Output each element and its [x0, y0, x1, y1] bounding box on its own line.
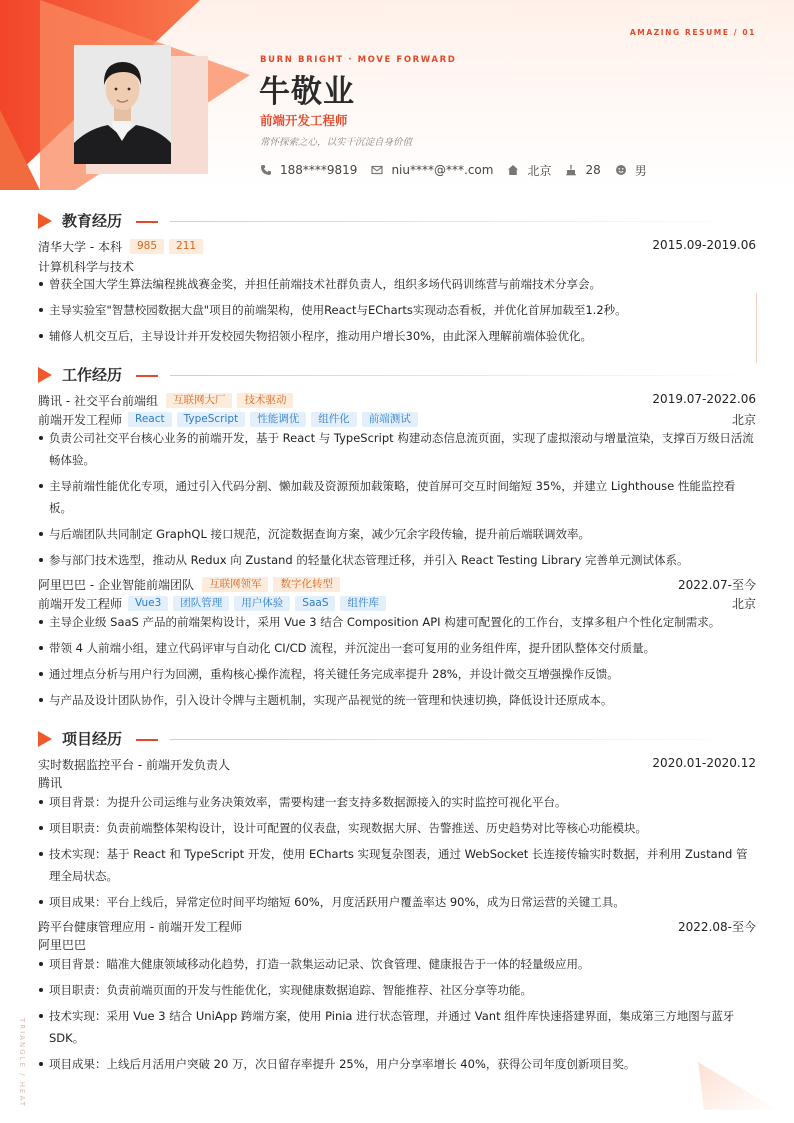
section-dash: [136, 739, 158, 741]
contact-age: [565, 163, 600, 177]
contact-email: [371, 163, 493, 177]
section-rule: [170, 375, 758, 376]
position-title: 前端开发工程师: [38, 597, 123, 611]
project-date: 2020.01-2020.12: [652, 756, 756, 770]
list-item: 项目背景：为提升公司运维与业务决策效率，需要构建一套支持多数据源接入的实时监控可视化平台。: [38, 791, 756, 813]
skill-tag: 前端测试: [362, 412, 418, 427]
contact-text: 男: [634, 163, 647, 178]
contact-text: 188****9819: [280, 163, 358, 177]
work-location: 北京: [731, 413, 756, 427]
company-tag: 互联网大厂: [166, 393, 233, 408]
list-item: 技术实现：基于 React 和 TypeScript 开发，使用 ECharts 实现复杂图表，通过 WebSocket 长连接传输实时数据，并利用 Zustand 管理全局状态。: [38, 843, 756, 887]
skill-tag: 团队管理: [173, 596, 229, 611]
section-triangle-icon: [38, 213, 52, 229]
mail-icon: [371, 164, 383, 176]
list-item: 带领 4 人前端小组，建立代码评审与自动化 CI/CD 流程，并沉淀出一套可复用的业务组件库，提升团队整体交付质量。: [38, 637, 756, 659]
work-entry-header: [38, 392, 756, 410]
list-item: 项目成果：上线后月活用户突破 20 万，次日留存率提升 25%，用户分享率增长 40%，获得公司年度创新项目奖。: [38, 1053, 756, 1075]
skill-tag: TypeScript: [177, 412, 246, 427]
contact-phone: [260, 163, 357, 177]
side-rule: [756, 293, 757, 363]
school-tag: 211: [169, 239, 203, 254]
list-item: 主导企业级 SaaS 产品的前端架构设计，采用 Vue 3 结合 Composition API 构建可配置化的工作台，支撑多租户个性化定制需求。: [38, 611, 756, 633]
section-title: 工作经历: [62, 366, 123, 384]
list-item: 主导实验室"智慧校园数据大盘"项目的前端架构，使用React与ECharts实现动态看板，并优化首屏加载至1.2秒。: [38, 299, 756, 321]
slogan: BURN BRIGHT · MOVE FORWARD: [260, 55, 457, 65]
skill-tag: React: [128, 412, 172, 427]
candidate-name: 牛敬业: [259, 74, 355, 110]
contact-text: niu****@***.com: [391, 163, 494, 177]
footer-triangle-decoration: [690, 1060, 780, 1115]
list-item: 项目职责：负责前端整体架构设计，设计可配置的仪表盘，实现数据大屏、告警推送、历史趋势对比等核心功能模块。: [38, 817, 756, 839]
project-org: 腾讯: [38, 776, 63, 790]
work-location: 北京: [731, 597, 756, 611]
list-item: 项目成果：平台上线后，异常定位时间平均缩短 60%，月度活跃用户覆盖率达 90%，成为日常运营的关键工具。: [38, 891, 756, 913]
education-date: 2015.09-2019.06: [652, 238, 756, 252]
section-rule: [170, 739, 758, 740]
list-item: 项目职责：负责前端页面的开发与性能优化，实现健康数据追踪、智能推荐、社区分享等功能。: [38, 979, 756, 1001]
section-dash: [136, 375, 158, 377]
project-name: 实时数据监控平台 - 前端开发负责人: [38, 758, 230, 772]
candidate-role: 前端开发工程师: [260, 113, 348, 128]
skill-tag: 性能调优: [250, 412, 306, 427]
contact-gender: [615, 162, 647, 179]
smile-icon: [615, 164, 627, 176]
project-entry-header: [38, 756, 756, 774]
work-section-header: [38, 365, 758, 385]
profile-photo: [74, 45, 171, 164]
company-tag: 技术驱动: [237, 393, 293, 408]
projects-section-header: [38, 729, 758, 749]
home-icon: [507, 164, 519, 176]
company-tag: 数字化转型: [273, 577, 340, 592]
work-date: 2022.07-至今: [678, 578, 756, 592]
skill-tag: 组件库: [340, 596, 386, 611]
cake-icon: [565, 164, 577, 176]
position-title: 前端开发工程师: [38, 413, 123, 427]
section-triangle-icon: [38, 367, 52, 383]
phone-icon: [260, 164, 272, 176]
contact-text: 28: [585, 163, 601, 177]
project-date: 2022.08-至今: [678, 920, 756, 934]
major: 计算机科学与技术: [38, 260, 135, 274]
skill-tag: 用户体验: [234, 596, 290, 611]
resume-badge: AMAZING RESUME / 01: [629, 28, 756, 37]
school-name: 清华大学 - 本科: [38, 240, 122, 254]
education-section-header: [38, 211, 758, 231]
school-tag: 985: [130, 239, 164, 254]
project-entry-header: [38, 918, 756, 936]
education-entry-header: [38, 238, 756, 256]
work-entry-header: [38, 576, 756, 594]
list-item: 与后端团队共同制定 GraphQL 接口规范，沉淀数据查询方案，减少冗余字段传输，提升前后端联调效率。: [38, 523, 756, 545]
section-triangle-icon: [38, 731, 52, 747]
skill-tag: 组件化: [311, 412, 357, 427]
section-rule: [170, 221, 758, 222]
contact-city: [507, 162, 551, 179]
section-title: 教育经历: [62, 212, 123, 230]
section-dash: [136, 221, 158, 223]
list-item: 项目背景：瞄准大健康领域移动化趋势，打造一款集运动记录、饮食管理、健康报告于一体的轻量级应用。: [38, 953, 756, 975]
contact-text: 北京: [527, 163, 552, 178]
contact-bar: [260, 161, 661, 179]
list-item: 负责公司社交平台核心业务的前端开发，基于 React 与 TypeScript 构建动态信息流页面，实现了虚拟滚动与增量渲染，支撑百万级日活流畅体验。: [38, 427, 756, 471]
work-date: 2019.07-2022.06: [652, 392, 756, 406]
project-org: 阿里巴巴: [38, 938, 87, 952]
section-title: 项目经历: [62, 730, 123, 748]
company-name: 腾讯 - 社交平台前端组: [38, 394, 158, 408]
list-item: 参与部门技术选型，推动从 Redux 向 Zustand 的轻量化状态管理迁移，并引入 React Testing Library 完善单元测试体系。: [38, 549, 756, 571]
candidate-motto: 常怀探索之心，以实干沉淀自身价值: [260, 137, 413, 148]
list-item: 辅修人机交互后，主导设计并开发校园失物招领小程序，推动用户增长30%，由此深入理解前端体验优化。: [38, 325, 756, 347]
company-name: 阿里巴巴 - 企业智能前端团队: [38, 578, 194, 592]
list-item: 技术实现：采用 Vue 3 结合 UniApp 跨端方案，使用 Pinia 进行状态管理，并通过 Vant 组件库快速搭建界面，集成第三方地图与蓝牙 SDK。: [38, 1005, 756, 1049]
project-name: 跨平台健康管理应用 - 前端开发工程师: [38, 920, 242, 934]
company-tag: 互联网领军: [202, 577, 269, 592]
list-item: 通过埋点分析与用户行为回溯，重构核心操作流程，将关键任务完成率提升 28%，并设计微交互增强操作反馈。: [38, 663, 756, 685]
list-item: 曾获全国大学生算法编程挑战赛金奖，并担任前端技术社群负责人，组织多场代码训练营与前端技术分享会。: [38, 273, 756, 295]
skill-tag: SaaS: [295, 596, 335, 611]
side-label: TRIANGLE / HEAT: [18, 1018, 26, 1108]
skill-tag: Vue3: [128, 596, 168, 611]
list-item: 与产品及设计团队协作，引入设计令牌与主题机制，实现产品视觉的统一管理和快速切换，降低设计还原成本。: [38, 689, 756, 711]
list-item: 主导前端性能优化专项，通过引入代码分割、懒加载及资源预加载策略，使首屏可交互时间缩短 35%，并建立 Lighthouse 性能监控看板。: [38, 475, 756, 519]
